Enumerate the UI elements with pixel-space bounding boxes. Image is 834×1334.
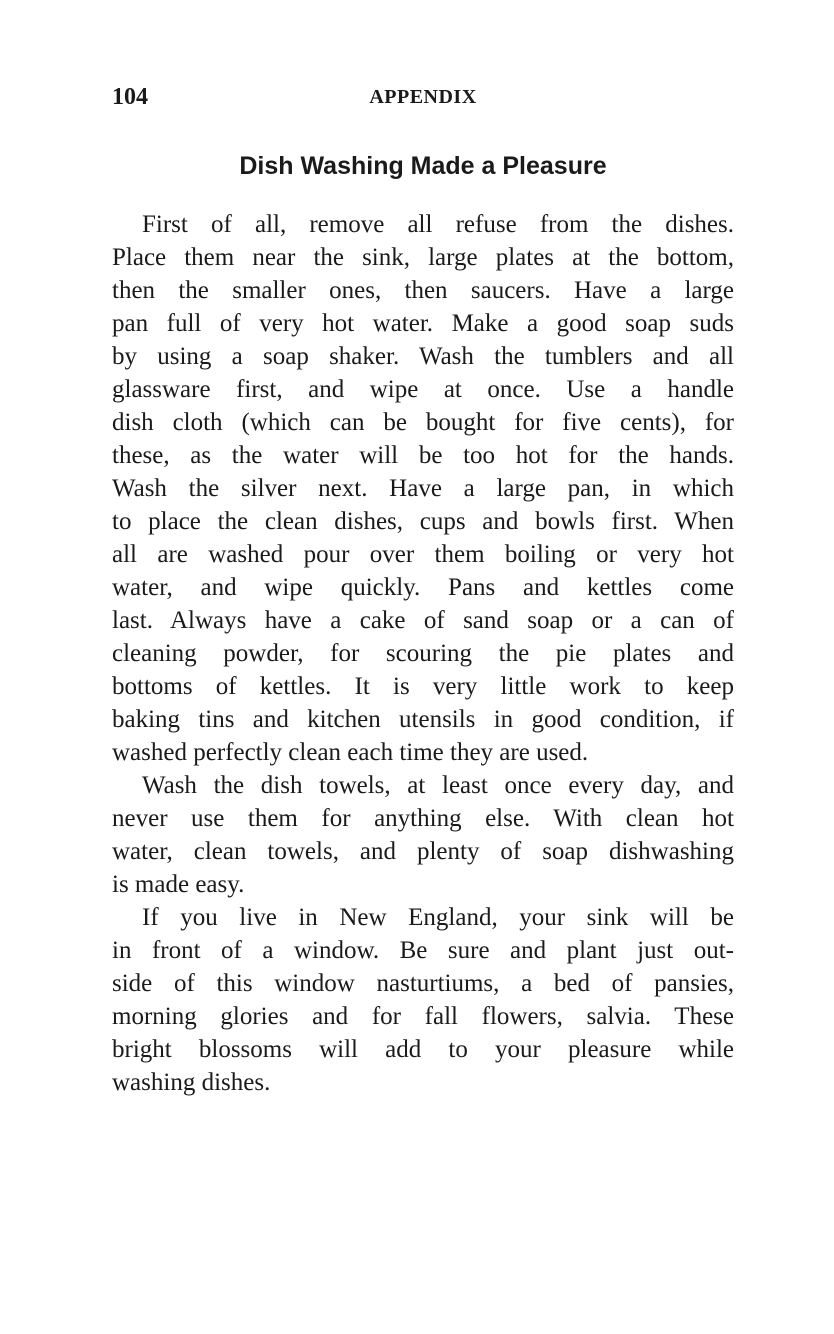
paragraph-2 xyxy=(112,769,734,901)
running-head xyxy=(112,84,734,116)
text-line: last. Always have a cake of sand soap or a can of xyxy=(112,607,734,634)
text-line: glassware first, and wipe at once. Use a handle xyxy=(112,376,734,403)
text-line: water, and wipe quickly. Pans and kettles come xyxy=(112,574,734,601)
text-line: cleaning powder, for scouring the pie plates and xyxy=(112,640,734,667)
text-line: bottoms of kettles. It is very little work to keep xyxy=(112,673,734,700)
text-line: pan full of very hot water. Make a good soap suds xyxy=(112,310,734,337)
section-title: Dish Washing Made a Pleasure xyxy=(239,152,607,180)
text-line: in front of a window. Be sure and plant just out- xyxy=(112,937,734,964)
text-line: by using a soap shaker. Wash the tumblers and all xyxy=(112,343,734,370)
text-line: then the smaller ones, then saucers. Have a large xyxy=(112,277,734,304)
text-line: is made easy. xyxy=(112,871,245,898)
text-line: Wash the dish towels, at least once every day, and xyxy=(142,772,734,799)
text-line: morning glories and for fall flowers, salvia. These xyxy=(112,1003,734,1030)
text-line: washing dishes. xyxy=(112,1069,271,1096)
text-line: water, clean towels, and plenty of soap dishwashing xyxy=(112,838,734,865)
text-line: Place them near the sink, large plates at the bottom, xyxy=(112,244,734,271)
body-text xyxy=(112,208,734,1099)
text-line: washed perfectly clean each time they are used. xyxy=(112,739,589,766)
text-line: side of this window nasturtiums, a bed of pansies, xyxy=(112,970,734,997)
text-line: baking tins and kitchen utensils in good condition, if xyxy=(112,706,734,733)
paragraph-3 xyxy=(112,901,734,1099)
paragraph-1 xyxy=(112,208,734,769)
text-line: If you live in New England, your sink will be xyxy=(142,904,734,931)
text-line: these, as the water will be too hot for the hands. xyxy=(112,442,734,469)
text-line: all are washed pour over them boiling or very hot xyxy=(112,541,734,568)
page-number: 104 xyxy=(112,84,148,110)
text-line: never use them for anything else. With clean hot xyxy=(112,805,734,832)
text-line: bright blossoms will add to your pleasure while xyxy=(112,1036,734,1063)
text-line: First of all, remove all refuse from the dishes. xyxy=(142,211,734,238)
text-line: dish cloth (which can be bought for five cents), for xyxy=(112,409,734,436)
running-title: APPENDIX xyxy=(369,86,477,108)
text-line: Wash the silver next. Have a large pan, in which xyxy=(112,475,734,502)
text-line: to place the clean dishes, cups and bowls first. When xyxy=(112,508,734,535)
